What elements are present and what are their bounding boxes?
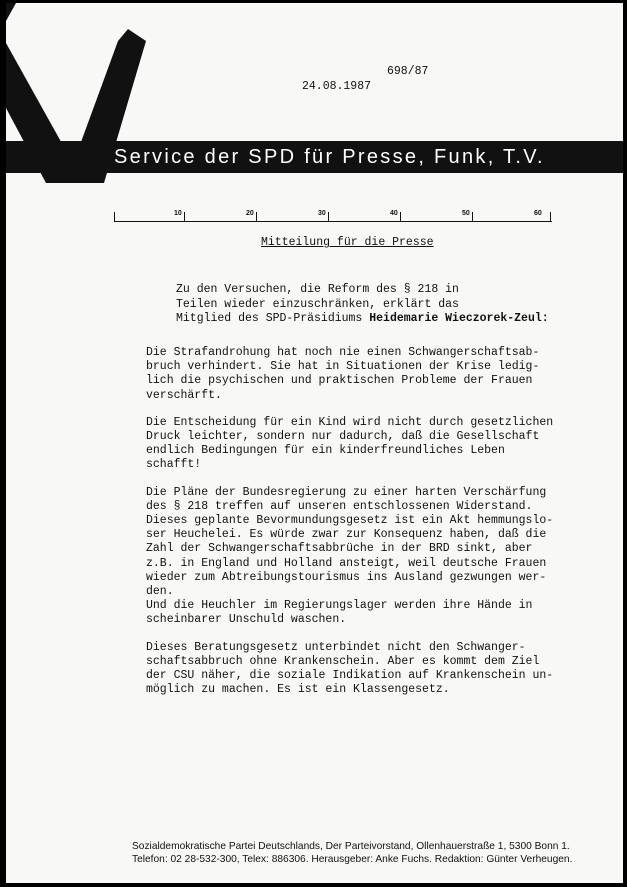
intro-line: Zu den Versuchen, die Reform des § 218 in <box>176 283 459 296</box>
typewriter-ruler <box>114 209 552 223</box>
paragraph-1 <box>146 346 586 403</box>
press-headline: Mitteilung für die Presse <box>261 236 434 249</box>
body-line: endlich Bedingungen für ein kinderfreundliches Leben <box>146 444 505 458</box>
body-line: schaftsabbruch ohne Krankenschein. Aber es kommt dem Ziel <box>146 654 540 668</box>
intro-block <box>176 283 549 327</box>
body-line: Die Pläne der Bundesregierung zu einer harten Verschärfung <box>146 485 547 499</box>
release-date: 24.08.1987 <box>302 80 372 93</box>
body-line: Dieses Beratungsgesetz unterbindet nicht den Schwanger- <box>146 640 526 654</box>
body-line: wieder zum Abtreibungstourismus ins Ausland gezwungen wer- <box>146 570 547 584</box>
body-line: ser Heuchelei. Es würde zwar zur Konsequenz haben, daß die <box>146 528 547 542</box>
service-banner <box>6 141 623 173</box>
service-banner-title: Service der SPD für Presse, Funk, T.V. <box>114 146 545 168</box>
body-line: bruch verhindert. Sie hat in Situationen der Krise ledig- <box>146 360 540 374</box>
reference-number: 698/87 <box>387 65 429 78</box>
body-line: Zahl der Schwangerschaftsabbrüche in der BRD sinkt, aber <box>146 542 533 556</box>
ruler-tick <box>256 212 257 222</box>
ruler-label: 30 <box>318 210 326 217</box>
ruler-tick <box>400 212 401 222</box>
ruler-tick <box>114 212 115 222</box>
paragraph-4 <box>146 641 586 698</box>
body-line: des § 218 treffen auf unseren entschlossenen Widerstand. <box>146 499 533 513</box>
body-line: schafft! <box>146 458 202 472</box>
ruler-tick <box>472 212 473 222</box>
body-line: möglich zu machen. Es ist ein Klassengesetz. <box>146 683 450 697</box>
ruler-label: 60 <box>534 210 542 217</box>
ruler-label: 10 <box>174 210 182 217</box>
letterhead-footer <box>132 840 572 866</box>
ruler-line <box>114 221 552 222</box>
intro-line: Teilen wieder einzuschränken, erklärt das <box>176 297 459 311</box>
body-line: Dieses geplante Bevormundungsgesetz ist ein Akt hemmungslo- <box>146 514 554 528</box>
body-line: Die Entscheidung für ein Kind wird nicht durch gesetzlichen <box>146 415 554 429</box>
body-line: z.B. in England und Holland ansteigt, weil deutsche Frauen <box>146 556 547 570</box>
body-line: der CSU näher, die soziale Indikation auf Krankenschein un- <box>146 669 554 683</box>
ruler-label: 40 <box>390 210 398 217</box>
ruler-tick <box>184 212 185 222</box>
body-line: Druck leichter, sondern nur dadurch, daß die Gesellschaft <box>146 430 540 444</box>
footer-contact: Telefon: 02 28-532-300, Telex: 886306. Herausgeber: Anke Fuchs. Redaktion: Günter Verheugen. <box>132 854 573 865</box>
press-release-page <box>6 3 623 883</box>
body-line: lich die psychischen und praktischen Probleme der Frauen <box>146 374 533 388</box>
v-logo-corner <box>6 3 16 21</box>
speaker-name: Heidemarie Wieczorek-Zeul: <box>369 312 549 325</box>
intro-line-speaker <box>176 312 549 327</box>
ruler-tick <box>550 212 551 222</box>
ruler-label: 20 <box>246 210 254 217</box>
paragraph-2 <box>146 416 586 473</box>
footer-address: Sozialdemokratische Partei Deutschlands, Der Parteivorstand, Ollenhauerstraße 1, 5300 Bonn 1. <box>132 841 570 852</box>
body-line: Die Strafandrohung hat noch nie einen Schwangerschaftsab- <box>146 346 540 359</box>
paragraph-3 <box>146 486 586 628</box>
body-line: scheinbarer Unschuld waschen. <box>146 613 347 627</box>
statement-body <box>146 346 586 710</box>
intro-prefix: Mitglied des SPD-Präsidiums <box>176 312 370 325</box>
ruler-tick <box>328 212 329 222</box>
body-line: den. <box>146 585 174 599</box>
body-line: Und die Heuchler im Regierungslager werden ihre Hände in <box>146 599 533 613</box>
body-line: verschärft. <box>146 388 222 402</box>
ruler-label: 50 <box>462 210 470 217</box>
